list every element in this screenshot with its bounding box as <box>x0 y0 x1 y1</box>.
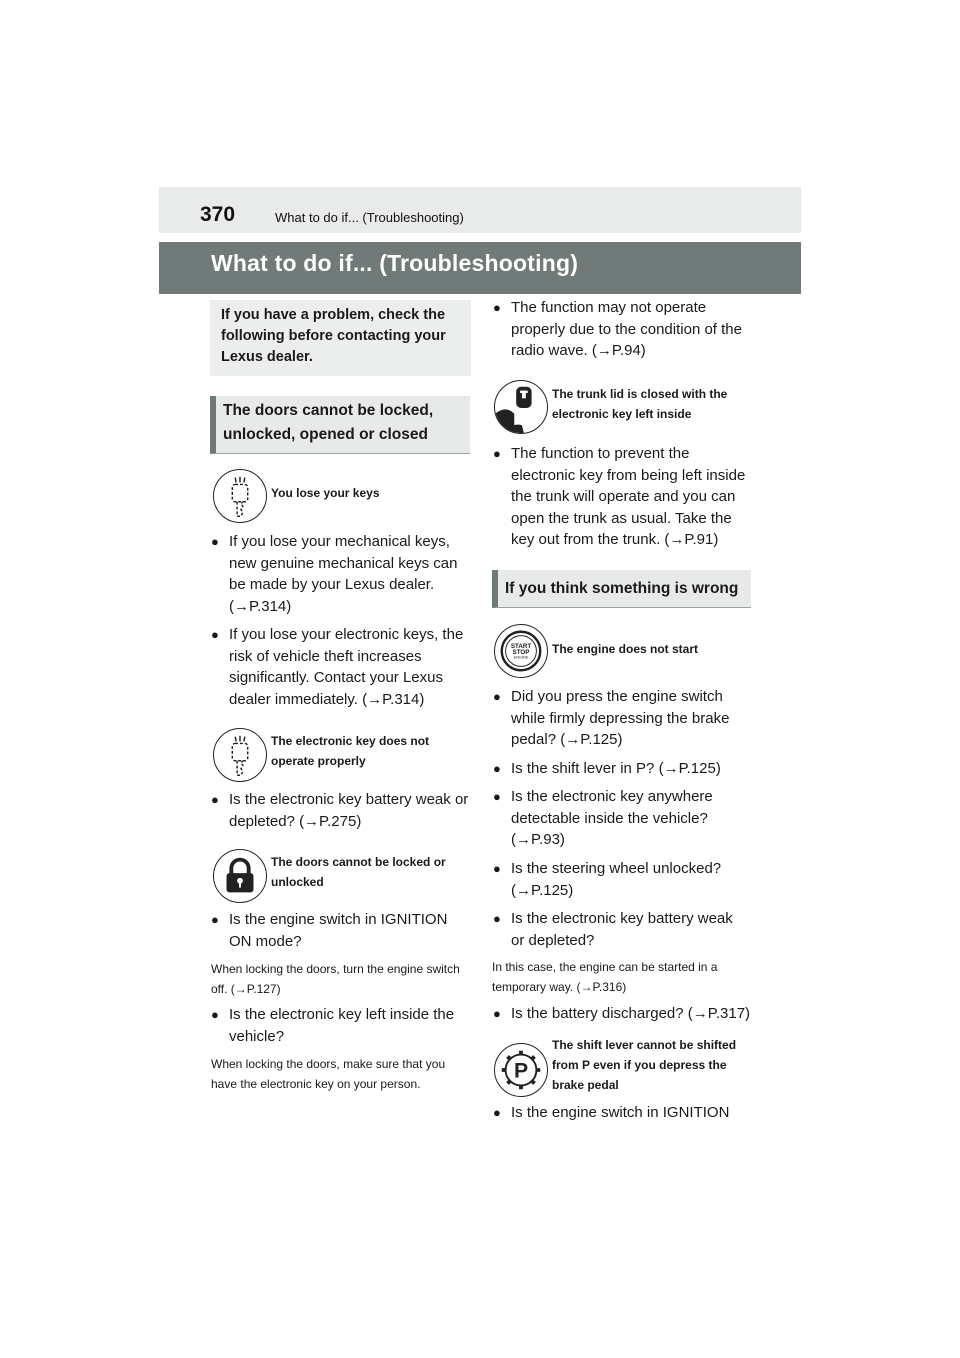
page-title: What to do if... (Troubleshooting) <box>211 250 579 276</box>
icon-text-p: P <box>513 1059 529 1083</box>
section-title-doors: The doors cannot be locked, unlocked, opened or closed <box>223 402 434 443</box>
caption-shift-lever: The shift lever cannot be shifted from P even if you depress the brake pedal <box>552 1038 737 1092</box>
section-header-something-wrong <box>492 570 751 608</box>
icon-text-stop: STOP <box>512 648 530 656</box>
bullet-brake-pedal: ● Did you press the engine switch while firmly depressing the brake pedal? (→P.125) <box>511 686 749 751</box>
bullet-shift-in-p: ● Is the shift lever in P? (→P.125) <box>511 758 749 780</box>
icon-text-engine: ENGINE <box>513 655 529 660</box>
bullet-radio-wave: ● The function may not operate properly due to the condition of the radio wave. (→P.94) <box>511 297 749 362</box>
running-title: What to do if... (Troubleshooting) <box>275 210 464 225</box>
lock-icon <box>213 849 267 903</box>
trunk-key-icon <box>494 380 548 434</box>
bullet-ignition-on: ● Is the engine switch in IGNITION ON mode? <box>229 909 469 952</box>
caption-engine-not-start: The engine does not start <box>552 642 699 656</box>
bullet-key-battery-weak: ● Is the electronic key battery weak or depleted? <box>511 908 749 951</box>
bullet-battery-discharged: ● Is the battery discharged? (→P.317) <box>511 1003 756 1025</box>
key-icon <box>213 469 267 523</box>
bullet-ignition-partial: ● Is the engine switch in IGNITION <box>511 1102 756 1124</box>
bullet-key-battery: ● Is the electronic key battery weak or depleted? (→P.275) <box>229 789 469 832</box>
bullet-lose-electronic: ● If you lose your electronic keys, the risk of vehicle theft increases significantly. Contact your Lexus dealer immediately. (→P.314) <box>229 624 469 710</box>
section-title-something-wrong: If you think something is wrong <box>505 580 739 597</box>
caption-lose-keys: You lose your keys <box>271 486 380 500</box>
caption-doors-not-lock: The doors cannot be locked or unlocked <box>271 855 446 889</box>
start-stop-button-icon <box>494 624 548 678</box>
key-icon <box>213 728 267 782</box>
caption-trunk: The trunk lid is closed with the electronic key left inside <box>552 387 728 421</box>
bullet-steering-unlocked: ● Is the steering wheel unlocked? (→P.125) <box>511 858 749 901</box>
bullet-key-inside: ● Is the electronic key left inside the vehicle? <box>229 1004 469 1047</box>
section-header-doors <box>210 396 470 454</box>
running-header <box>159 187 801 233</box>
note-turn-engine-off: When locking the doors, turn the engine switch off. (→P.127) <box>211 962 460 996</box>
page-number: 370 <box>200 203 236 226</box>
caption-key-not-operate: The electronic key does not operate properly <box>271 734 430 768</box>
intro-text: If you have a problem, check the following before contacting your Lexus dealer. <box>221 307 446 365</box>
bullet-key-detectable: ● Is the electronic key anywhere detectable inside the vehicle? (→P.93) <box>511 786 749 851</box>
gear-p-icon <box>494 1043 548 1097</box>
note-key-on-person: When locking the doors, make sure that you have the electronic key on your person. <box>211 1057 446 1091</box>
bullet-lose-mechanical: ● If you lose your mechanical keys, new genuine mechanical keys can be made by your Lexus dealer. (→P.314) <box>229 531 469 617</box>
note-temporary-start: In this case, the engine can be started in a temporary way. (→P.316) <box>492 960 718 994</box>
icon-text-start: START <box>510 643 532 651</box>
bullet-trunk-function: ● The function to prevent the electronic key from being left inside the trunk will operate and you can open the trunk as usual. Take the key out from the trunk. (→P.91) <box>511 443 749 551</box>
